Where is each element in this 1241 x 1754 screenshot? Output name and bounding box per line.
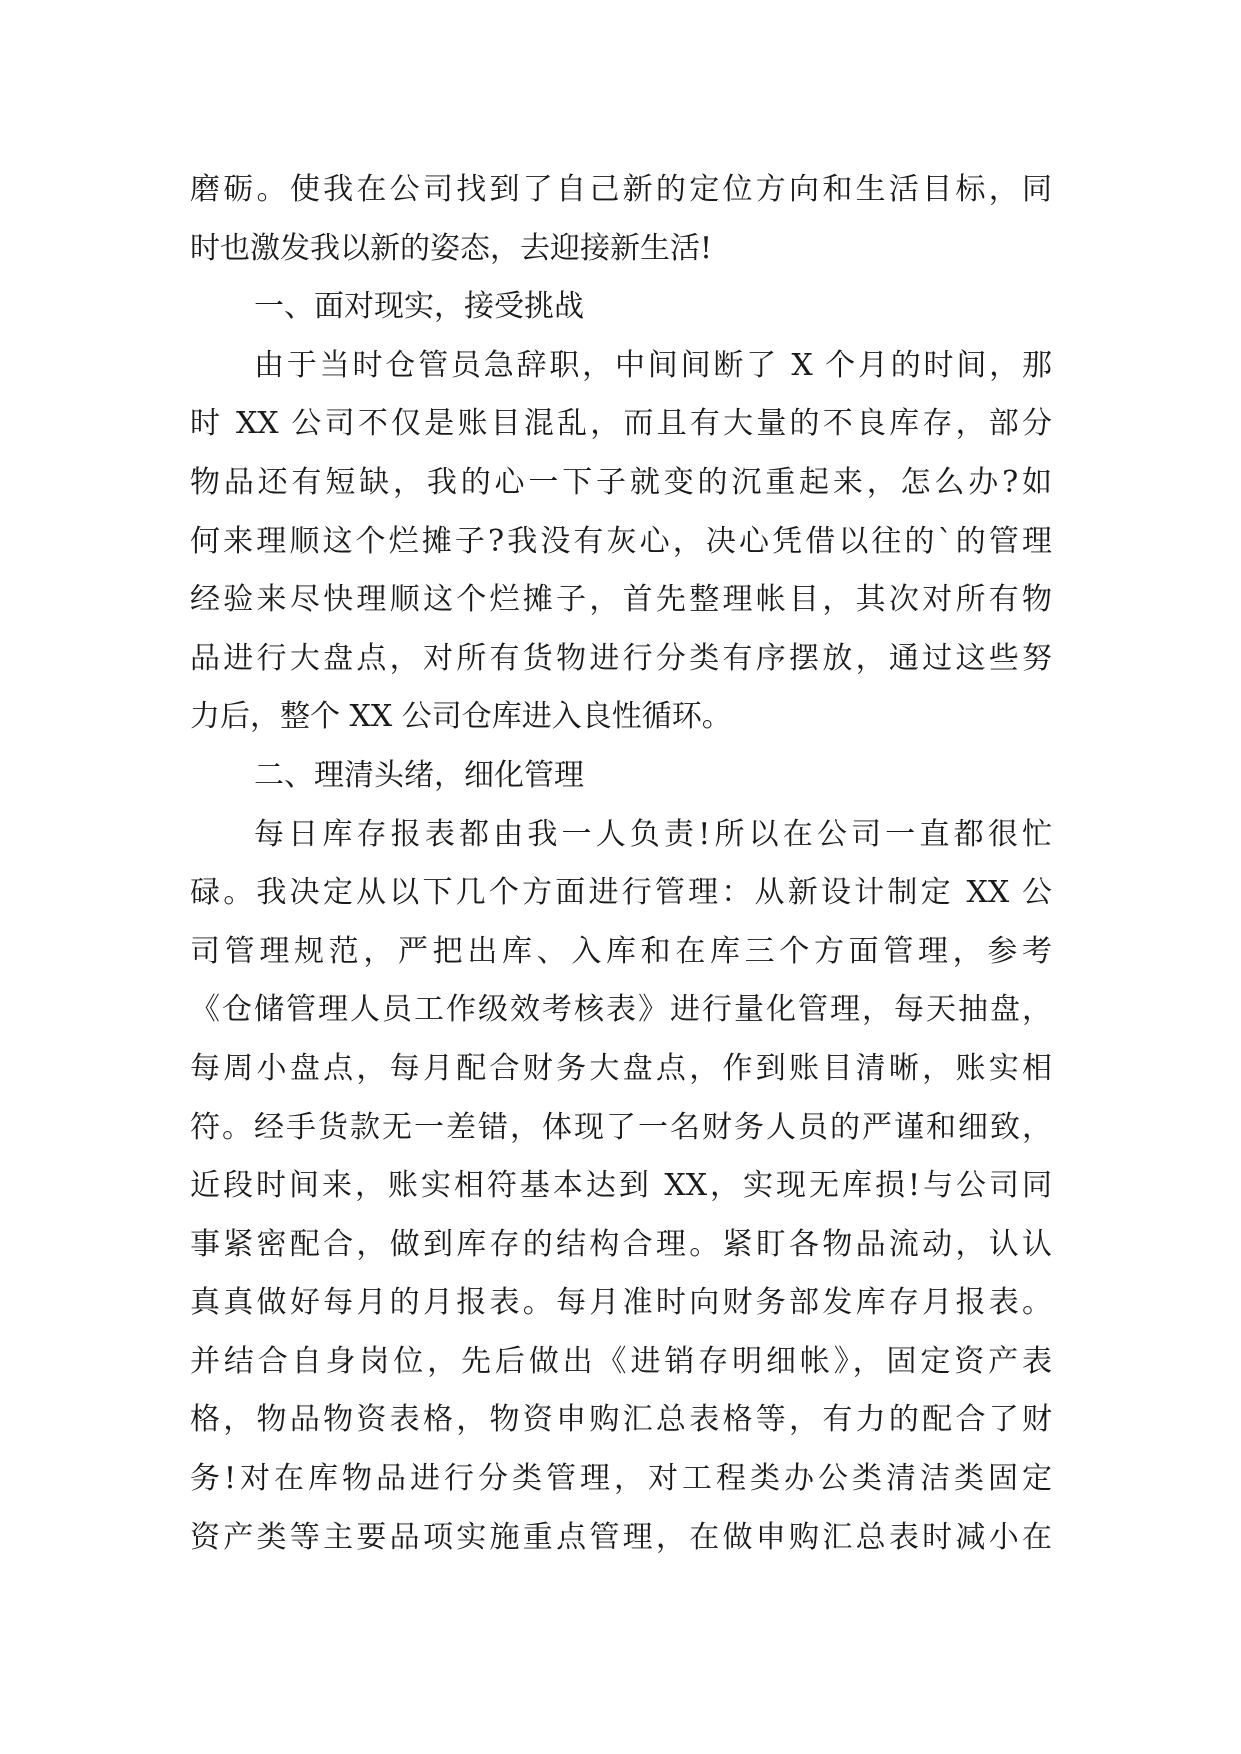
text-line: 时 XX 公司不仅是账目混乱，而且有大量的不良库存，部分 [190,406,1052,442]
text-line: 格，物品物资表格，物资申购汇总表格等，有力的配合了财 [190,1402,1052,1438]
text-line: 经验来尽快理顺这个烂摊子，首先整理帐目，其次对所有物 [190,582,1052,618]
text-line: 司管理规范，严把出库、入库和在库三个方面管理，参考 [190,933,1052,969]
text-line: 并结合自身岗位，先后做出《进销存明细帐》，固定资产表 [190,1343,1052,1379]
text-line: 务!对在库物品进行分类管理，对工程类办公类清洁类固定 [190,1461,1052,1497]
text-line: 由于当时仓管员急辞职，中间间断了 X 个月的时间，那 [254,347,1052,383]
text-line: 品进行大盘点，对所有货物进行分类有序摆放，通过这些努 [190,640,1052,676]
text-line: 碌。我决定从以下几个方面进行管理：从新设计制定 XX 公 [190,875,1052,911]
text-line: 何来理顺这个烂摊子?我没有灰心，决心凭借以往的`的管理 [190,523,1052,559]
text-line: 资产类等主要品项实施重点管理，在做申购汇总表时减小在 [190,1519,1052,1555]
text-line: 近段时间来，账实相符基本达到 XX，实现无库损!与公司同 [190,1168,1052,1204]
text-line: 事紧密配合，做到库存的结构合理。紧盯各物品流动，认认 [190,1226,1052,1262]
text-line: 每周小盘点，每月配合财务大盘点，作到账目清晰，账实相 [190,1050,1052,1086]
text-line: 符。经手货款无一差错，体现了一名财务人员的严谨和细致， [190,1109,1052,1145]
text-line: 磨砺。使我在公司找到了自己新的定位方向和生活目标，同 [190,172,1052,207]
text-line: 《仓储管理人员工作级效考核表》进行量化管理，每天抽盘， [190,992,1052,1028]
text-line: 时也激发我以新的姿态，去迎接新生活! [190,230,713,266]
section-heading: 二、理清头绪，细化管理 [254,757,584,793]
text-line: 力后，整个 XX 公司仓库进入良性循环。 [190,699,732,735]
section-heading: 一、面对现实，接受挑战 [254,289,584,325]
text-line: 物品还有短缺，我的心一下子就变的沉重起来，怎么办?如 [190,464,1052,500]
text-line: 真真做好每月的月报表。每月准时向财务部发库存月报表。 [190,1285,1052,1321]
document-body [190,161,1052,1567]
text-line: 每日库存报表都由我一人负责!所以在公司一直都很忙 [254,816,1052,852]
